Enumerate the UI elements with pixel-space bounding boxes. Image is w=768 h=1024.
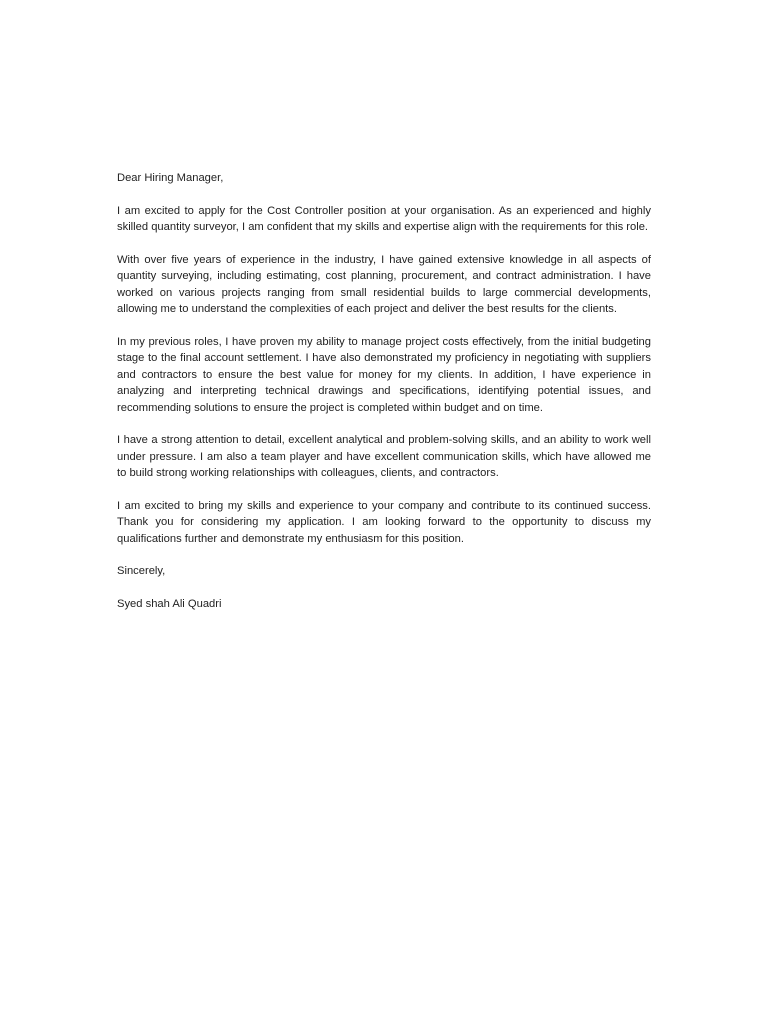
paragraph-experience: With over five years of experience in the industry, I have gained extensive knowledge in all aspects of quantity surveying, including estimating, cost planning, procurement, and contract administration. I have worked on various projects ranging from small residential builds to large commercial developments, allowing me to understand the complexities of each project and deliver the best results for the clients. bbox=[117, 253, 651, 315]
paragraph-skills: I have a strong attention to detail, excellent analytical and problem-solving skills, and an ability to work well under pressure. I am also a team player and have excellent communication skills, which have allowed me to build strong working relationships with colleagues, clients, and contractors. bbox=[117, 434, 651, 479]
paragraph-closing-statement: I am excited to bring my skills and experience to your company and contribute to its continued success. Thank you for considering my application. I am looking forward to the opportunity to discuss my qualifications further and demonstrate my enthusiasm for this position. bbox=[117, 499, 651, 545]
cover-letter bbox=[117, 170, 651, 628]
paragraph-intro: I am excited to apply for the Cost Controller position at your organisation. As an experienced and highly skilled quantity surveyor, I am confident that my skills and expertise align with the requirements for this role. bbox=[117, 204, 651, 233]
paragraph-previous-roles: In my previous roles, I have proven my ability to manage project costs effectively, from the initial budgeting stage to the final account settlement. I have also demonstrated my proficiency in negotiating with suppliers and contractors to ensure the best value for money for my clients. In addition, I have experience in analyzing and interpreting technical drawings and specifications, identifying potential issues, and recommending solutions to ensure the project is completed within budget and on time. bbox=[117, 335, 651, 414]
closing: Sincerely, bbox=[117, 565, 166, 577]
signature-name: Syed shah Ali Quadri bbox=[117, 597, 222, 610]
salutation: Dear Hiring Manager, bbox=[117, 172, 224, 184]
